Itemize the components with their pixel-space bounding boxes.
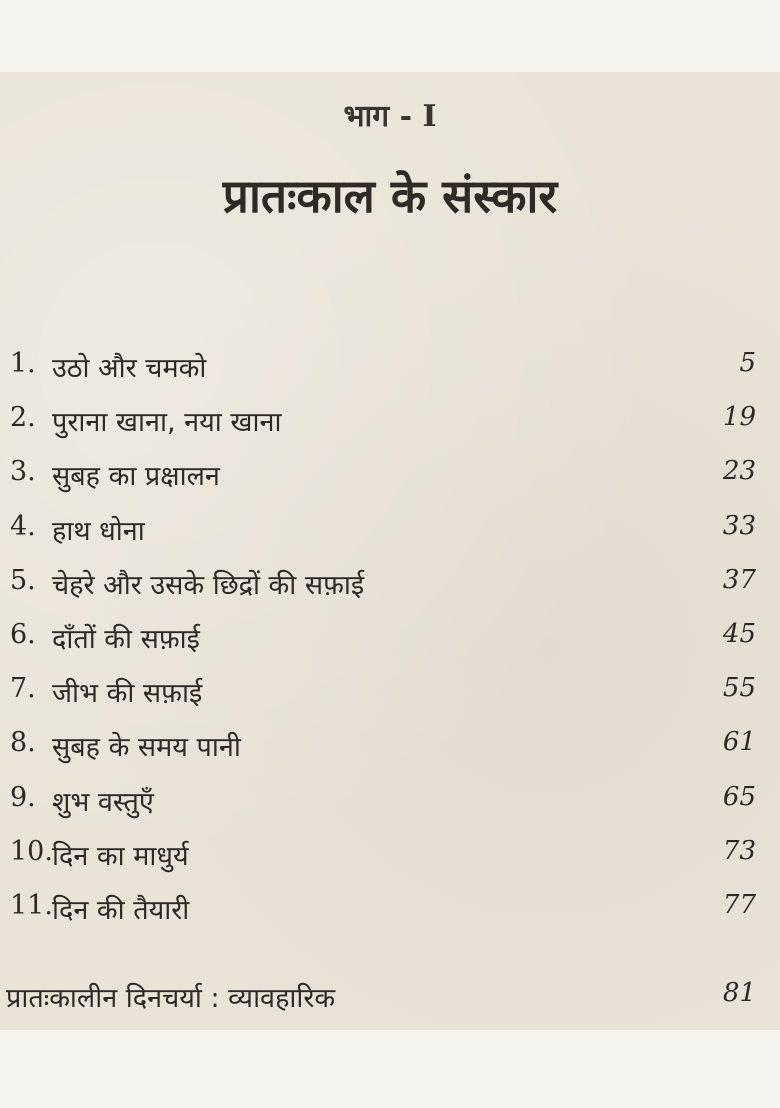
toc-entry-10 [0,828,780,882]
toc-entry-final [0,978,780,1018]
toc-entry-1 [0,340,780,394]
page-title: प्रातःकाल के संस्कार [222,169,558,223]
chapter-page: 45 [722,618,756,649]
chapter-page: 37 [722,564,756,595]
toc-entry-11 [0,882,780,936]
chapter-title: सुबह के समय पानी [52,732,241,764]
chapter-title: जीभ की सफ़ाई [52,678,203,710]
chapter-title: शुभ वस्तुएँ [52,786,154,818]
chapter-title: उठो और चमको [52,353,207,384]
chapter-number: 6. [10,618,36,650]
chapter-page: 5 [739,348,756,378]
chapter-page: 33 [722,510,756,541]
chapter-title: हाथ धोना [52,515,145,547]
chapter-number: 5. [10,564,36,596]
chapter-title: दाँतों की सफ़ाई [52,623,200,655]
chapter-title: दिन की तैयारी [52,894,190,926]
chapter-number: 11. [10,889,53,921]
chapter-number: 4. [10,510,36,542]
chapter-page: 77 [722,889,756,920]
chapter-number: 9. [10,781,36,813]
chapter-number: 2. [10,402,36,434]
chapter-number: 7. [10,673,36,705]
toc-entry-6 [0,611,780,665]
part-label: भाग - I [343,99,437,134]
chapter-page: 55 [722,673,756,704]
toc-entry-4 [0,503,780,557]
final-entry-page: 81 [722,978,756,1008]
chapter-page: 19 [722,402,756,433]
toc-entry-2 [0,394,780,448]
chapter-number: 8. [10,727,36,759]
book-page [0,72,780,1030]
chapter-title: सुबह का प्रक्षालन [52,461,220,493]
chapter-title: दिन का माधुर्य [52,840,189,872]
final-entry-title: प्रातःकालीन दिनचर्या : व्यावहारिक [6,983,336,1014]
chapter-title: पुराना खाना, नया खाना [52,407,282,439]
chapter-page: 61 [722,727,756,758]
chapter-page: 65 [722,781,756,812]
toc-entry-3 [0,448,780,502]
chapter-number: 1. [10,348,36,379]
chapter-number: 10. [10,835,53,867]
toc-entry-8 [0,719,780,773]
toc-entry-7 [0,665,780,719]
chapter-title: चेहरे और उसके छिद्रों की सफ़ाई [52,569,365,601]
chapter-number: 3. [10,456,36,488]
toc-entry-5 [0,557,780,611]
chapter-page: 23 [722,456,756,487]
toc-entry-9 [0,774,780,828]
table-of-contents [0,340,780,936]
chapter-page: 73 [722,835,756,866]
